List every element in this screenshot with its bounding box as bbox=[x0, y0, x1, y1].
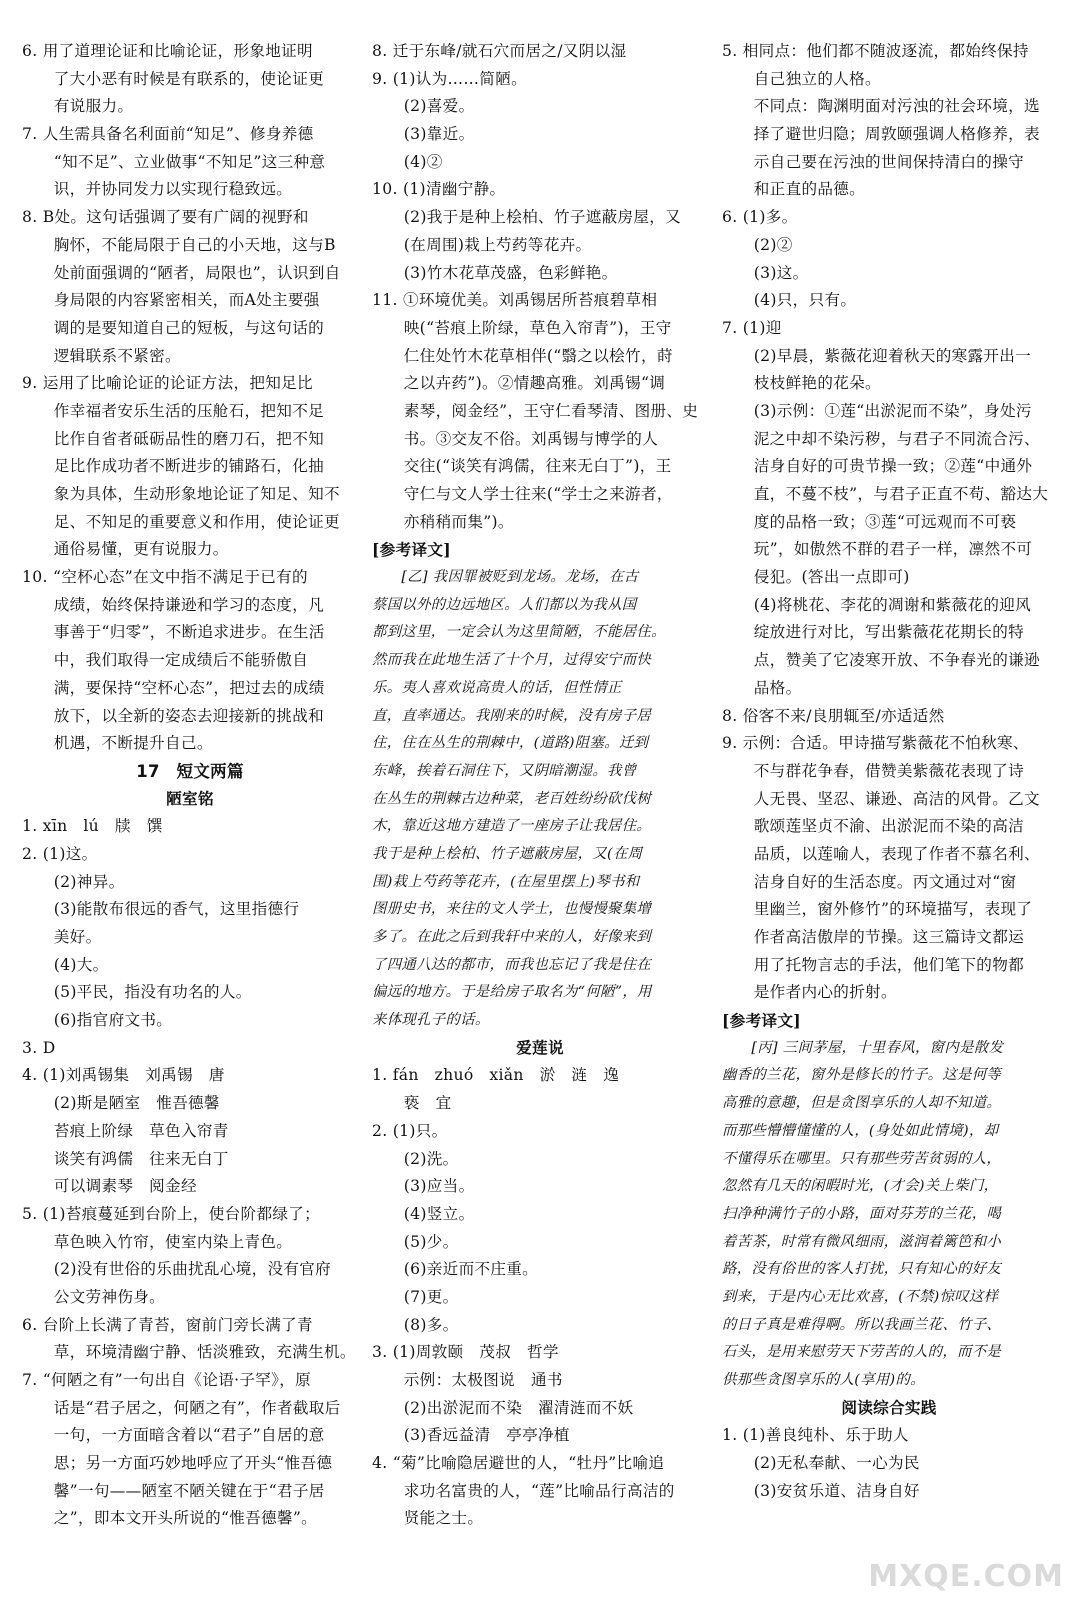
text-line: 石头，是用来慰劳天下劳苦的人的，而不是 bbox=[722, 1344, 1002, 1361]
text-line: [参考译文] bbox=[372, 540, 451, 560]
text-line: 幽香的兰花，窗外是修长的竹子。这是何等 bbox=[722, 1067, 1002, 1084]
text-line: 不同点：陶渊明面对污浊的社会环境，选 bbox=[722, 97, 1040, 116]
text-line: 东峰，挨着石洞住下，又阴暗潮湿。我曾 bbox=[372, 762, 637, 779]
text-line: (2)早晨，紫薇花迎着秋天的寒露开出一 bbox=[722, 346, 1032, 365]
text-line: 绽放进行对比，写出紫薇花花期长的特 bbox=[722, 623, 1024, 642]
text-line: 事善于“归零”，不断追求进步。在生活 bbox=[22, 623, 325, 642]
text-line: 2. (1)只。 bbox=[372, 1121, 448, 1140]
watermark: MXQE.COM bbox=[868, 1559, 1064, 1594]
text-line: 仁住处竹木花草相伴(“翳之以桧竹，莳 bbox=[372, 346, 673, 365]
text-line: 不与群花争春，借赞美紫薇花表现了诗 bbox=[722, 761, 1024, 780]
text-line: 品质，以莲喻人，表现了作者不慕名利、 bbox=[722, 844, 1040, 863]
text-line: (3)应当。 bbox=[372, 1177, 475, 1196]
text-line: 来体现孔子的话。 bbox=[372, 1012, 490, 1029]
text-line: 玩”，如傲然不群的君子一样，凛然不可 bbox=[722, 540, 1033, 559]
text-line: 木，靠近这地方建造了一座房子让我居住。 bbox=[372, 818, 652, 835]
text-line: 2. (1)这。 bbox=[22, 844, 98, 863]
text-line: (3)示例：①莲“出淤泥而不染”，身处污 bbox=[722, 401, 1032, 420]
text-line: 足、不知足的重要意义和作用，使论证更 bbox=[22, 512, 340, 531]
text-line: (2)我于是种上桧柏、竹子遮蔽房屋，又 bbox=[372, 208, 682, 227]
text-line: 侵犯。(答出一点即可) bbox=[722, 568, 910, 587]
text-line: 7. “何陋之有”一句出自《论语·子罕》，原 bbox=[22, 1371, 312, 1389]
text-line: 在丛生的荆棘古边种菜，老百姓纷纷砍伐树 bbox=[372, 790, 652, 807]
text-line: 4. “菊”比喻隐居避世的人，“牡丹”比喻追 bbox=[372, 1454, 665, 1473]
text-line: 10. (1)清幽宁静。 bbox=[372, 180, 506, 199]
text-line: 洁身自好的可贵节操一致；②莲“中通外 bbox=[722, 457, 1033, 476]
text-line: [乙] 我因罪被贬到龙场。龙场，在古 bbox=[372, 569, 639, 586]
text-line: (6)指官府文书。 bbox=[22, 1011, 173, 1030]
text-line: 8. B处。这句话强调了要有广阔的视野和 bbox=[22, 208, 309, 227]
text-line: (7)更。 bbox=[372, 1287, 459, 1306]
text-line: (4)② bbox=[372, 152, 443, 171]
text-line: 作幸福者安乐生活的压舱石，把知不足 bbox=[22, 401, 324, 420]
text-line: (2)出淤泥而不染 濯清涟而不妖 bbox=[372, 1398, 634, 1417]
text-line: 满，要保持“空杯心态”，把过去的成绩 bbox=[22, 678, 325, 697]
text-line: 一句，一方面暗含着以“君子”自居的意 bbox=[22, 1426, 325, 1445]
text-line: 9. 示例：合适。甲诗描写紫薇花不怕秋寒、 bbox=[722, 734, 1029, 753]
text-line: 直，不蔓不枝”，与君子正直不苟、豁达大 bbox=[722, 485, 1049, 503]
text-line: 围)栽上芍药等花卉，(在屋里摆上)琴书和 bbox=[372, 873, 640, 890]
text-line: 馨”一句——陋室不陋关键在于“君子居 bbox=[22, 1481, 325, 1500]
text-line: [丙] 三间茅屋，十里春风，窗内是散发 bbox=[722, 1039, 1004, 1056]
text-line: (4)将桃花、李花的凋谢和紫薇花的迎风 bbox=[722, 595, 1032, 614]
text-line: 扫净种满竹子的小路，面对芬芳的兰花，喝 bbox=[722, 1205, 1002, 1222]
text-line: 度的品格一致；③莲“可远观而不可亵 bbox=[722, 512, 1017, 531]
text-line: 识，并协同发力以实现行稳致远。 bbox=[22, 180, 293, 199]
text-line: 可以调素琴 阅金经 bbox=[22, 1177, 197, 1196]
text-line: 的日子真是难得啊。所以我画兰花、竹子、 bbox=[722, 1316, 1002, 1333]
text-line: 蔡国以外的边远地区。人们都以为我从国 bbox=[372, 596, 637, 613]
text-line: 品格。 bbox=[722, 678, 802, 697]
text-line: 象为具体，生动形象地论证了知足、知不 bbox=[22, 485, 340, 503]
text-line: 之”，即本文开头所说的“惟吾德馨”。 bbox=[22, 1509, 318, 1528]
text-line: 陋室铭 bbox=[166, 789, 214, 808]
text-line: 守仁与文人学士往来(“学士之来游者， bbox=[372, 485, 673, 503]
text-line: 然而我在此地生活了十个月，过得安宁而快 bbox=[372, 652, 652, 669]
text-line: 住，住在丛生的荆棘中，(道路)阻塞。迁到 bbox=[372, 735, 649, 752]
text-line: 11. ①环境优美。刘禹锡居所苔痕碧草相 bbox=[372, 291, 658, 310]
text-line: 9. (1)认为……简陋。 bbox=[372, 69, 527, 88]
text-line: 到来，于是内心无比欢喜，(不禁)惊叹这样 bbox=[722, 1288, 999, 1305]
text-line: (在周围)栽上芍药等花卉。 bbox=[372, 235, 592, 254]
text-line: 映(“苔痕上阶绿，草色入帘青”)，王守 bbox=[372, 318, 672, 337]
text-line: 5. 相同点：他们都不随波逐流，都始终保持 bbox=[722, 42, 1029, 60]
text-line: 着苦茶，时常有微风细雨，滋润着篱笆和小 bbox=[722, 1233, 1002, 1250]
text-line: 7. (1)迎 bbox=[722, 318, 782, 337]
text-line: (5)平民，指没有功名的人。 bbox=[22, 983, 252, 1002]
text-line: (2)喜爱。 bbox=[372, 97, 475, 116]
text-line: 谈笑有鸿儒 往来无白丁 bbox=[22, 1149, 229, 1168]
text-line: 机遇，不断提升自己。 bbox=[22, 734, 213, 753]
text-line: 比作自省者砥砺品性的磨刀石，把不知 bbox=[22, 429, 324, 448]
text-line: 阅读综合实践 bbox=[841, 1398, 937, 1417]
text-line: 人无畏、坚忍、谦逊、高洁的风骨。乙文 bbox=[722, 789, 1040, 808]
text-line: 之以卉药”)。②情趣高雅。刘禹锡“调 bbox=[372, 374, 666, 393]
text-line: (4)大。 bbox=[22, 955, 109, 974]
text-line: (3)能散布很远的香气，这里指德行 bbox=[22, 900, 300, 919]
text-line: 5. (1)苔痕蔓延到台阶上，使台阶都绿了； bbox=[22, 1204, 321, 1223]
text-line: 放下，以全新的姿态去迎接新的挑战和 bbox=[22, 706, 324, 725]
text-line: 爱莲说 bbox=[516, 1038, 564, 1057]
text-line: 择了避世归隐；周敦颐强调人格修养，表 bbox=[722, 125, 1040, 144]
text-line: 用了托物言志的手法，他们笔下的物都 bbox=[722, 955, 1024, 974]
text-line: “知不足”、立业做事“不知足”这三种意 bbox=[22, 152, 326, 171]
text-line: 不懂得乐在哪里。只有那些劳苦贫弱的人， bbox=[722, 1150, 1002, 1167]
text-line: 乐。夷人喜欢说高贵人的话，但性情正 bbox=[372, 679, 622, 696]
text-line: 8. 俗客不来/良朋辄至/亦适适然 bbox=[722, 706, 945, 725]
text-line: 都到这里，一定会认为这里简陋，不能居住。 bbox=[372, 624, 666, 641]
text-line: 自己独立的人格。 bbox=[722, 69, 881, 88]
text-line: (2)无私奉献、一心为民 bbox=[722, 1454, 920, 1473]
text-line: [参考译文] bbox=[722, 1011, 801, 1031]
text-line: 了大小恶有时候是有联系的，使论证更 bbox=[22, 69, 324, 88]
text-line: 高雅的意趣，但是贪图享乐的人却不知道。 bbox=[722, 1095, 1002, 1112]
text-line: 是作者内心的折射。 bbox=[722, 983, 897, 1002]
text-line: 苔痕上阶绿 草色入帘青 bbox=[22, 1121, 229, 1140]
text-line: 供那些贪图享乐的人(享用)的。 bbox=[722, 1372, 925, 1388]
text-line: 书。③交友不俗。刘禹锡与博学的人 bbox=[372, 429, 659, 448]
text-line: (8)多。 bbox=[372, 1315, 459, 1334]
text-line: 美好。 bbox=[22, 928, 102, 946]
text-line: 1. xīn lú 牍 馔 bbox=[22, 817, 163, 836]
text-line: 作者高洁傲岸的节操。这三篇诗文都运 bbox=[722, 928, 1024, 946]
text-line: 10. “空杯心态”在文中指不满足于已有的 bbox=[22, 568, 308, 587]
text-line: 直，直率通达。我刚来的时候，没有房子居 bbox=[372, 707, 652, 724]
text-line: 而那些懵懵懂懂的人，(身处如此情境)，却 bbox=[722, 1122, 999, 1139]
text-line: 枝枝鲜艳的花朵。 bbox=[722, 374, 881, 393]
text-line: 处前面强调的“陋者，局限也”，认识到自 bbox=[22, 263, 341, 282]
text-line: 8. 迁于东峰/就石穴而居之/又阴以湿 bbox=[372, 42, 627, 60]
text-line: 草色映入竹帘，使室内染上青色。 bbox=[22, 1232, 293, 1251]
text-line: 4. (1)刘禹锡集 刘禹锡 唐 bbox=[22, 1066, 225, 1085]
text-line: 3. (1)周敦颐 茂叔 哲学 bbox=[372, 1343, 559, 1362]
text-line: 歌颂莲坚贞不渝、出淤泥而不染的高洁 bbox=[722, 817, 1024, 836]
text-line: 逻辑联系不紧密。 bbox=[22, 346, 181, 365]
text-line: 足比作成功者不断进步的铺路石，化抽 bbox=[22, 457, 324, 476]
text-line: 3. D bbox=[22, 1038, 56, 1057]
text-line: 1. fán zhuó xiǎn 淤 涟 逸 bbox=[372, 1066, 620, 1085]
text-line: 泥之中却不染污秽，与君子不同流合污、 bbox=[722, 429, 1040, 448]
text-line: (3)竹木花草茂盛，色彩鲜艳。 bbox=[372, 263, 618, 282]
text-line: 6. 用了道理论证和比喻论证，形象地证明 bbox=[22, 42, 313, 60]
text-line: 中，我们取得一定成绩后不能骄傲自 bbox=[22, 651, 309, 670]
text-line: 有说服力。 bbox=[22, 97, 134, 116]
text-line: 贤能之士。 bbox=[372, 1509, 484, 1528]
text-line: 图册史书，来往的文人学士，也慢慢聚集增 bbox=[372, 901, 652, 918]
text-line: 多了。在此之后到我轩中来的人，好像来到 bbox=[372, 929, 652, 945]
text-line: 9. 运用了比喻论证的论证方法，把知足比 bbox=[22, 374, 313, 393]
text-line: (3)靠近。 bbox=[372, 125, 475, 144]
text-line: 成绩，始终保持谦逊和学习的态度，凡 bbox=[22, 595, 324, 614]
text-line: 通俗易懂，更有说服力。 bbox=[22, 540, 229, 559]
text-line: 忽然有几天的闲暇时光，(才会)关上柴门， bbox=[722, 1178, 999, 1195]
text-line: 草，环境清幽宁静、恬淡雅致，充满生机。 bbox=[22, 1343, 356, 1362]
text-line: 身局限的内容紧密相关，而A处主要强 bbox=[22, 291, 320, 310]
text-line: 了四通八达的都市，而我也忘记了我是住在 bbox=[372, 956, 652, 973]
text-line: 17 短文两篇 bbox=[136, 761, 244, 781]
text-line: (2)② bbox=[722, 235, 793, 254]
text-line: 示例：太极图说 通书 bbox=[372, 1371, 563, 1389]
text-line: 我于是种上桧柏、竹子遮蔽房屋，又(在周 bbox=[372, 845, 643, 862]
text-line: (5)少。 bbox=[372, 1232, 459, 1251]
text-line: 素琴，阅金经”，王守仁看琴清、图册、史 bbox=[372, 401, 699, 420]
text-line: (4)竖立。 bbox=[372, 1204, 475, 1223]
text-line: 6. (1)多。 bbox=[722, 208, 798, 227]
text-line: 和正直的品德。 bbox=[722, 180, 866, 199]
text-line: 话是“君子居之，何陋之有”，作者截取后 bbox=[22, 1398, 341, 1417]
text-line: (2)没有世俗的乐曲扰乱心境，没有官府 bbox=[22, 1260, 332, 1279]
text-line: 亦稍稍而集”)。 bbox=[372, 512, 514, 531]
text-line: 7. 人生需具备名利面前“知足”、修身养德 bbox=[22, 125, 314, 144]
text-line: 求功名富贵的人，“莲”比喻品行高洁的 bbox=[372, 1481, 675, 1500]
text-line: 点，赞美了它凌寒开放、不争春光的谦逊 bbox=[722, 651, 1040, 670]
text-line: (2)神异。 bbox=[22, 872, 125, 891]
column-left bbox=[22, 38, 358, 1533]
text-line: 亵 宜 bbox=[372, 1094, 452, 1113]
text-line: 公文劳神伤身。 bbox=[22, 1287, 166, 1306]
text-line: 1. (1)善良纯朴、乐于助人 bbox=[722, 1426, 909, 1445]
text-line: 路，没有俗世的客人打扰，只有知心的好友 bbox=[722, 1261, 1002, 1278]
text-line: 偏远的地方。于是给房子取名为“何陋”，用 bbox=[372, 984, 652, 1001]
text-line: 6. 台阶上长满了青苔，窗前门旁长满了青 bbox=[22, 1315, 313, 1334]
text-line: 调的是要知道自己的短板，与这句话的 bbox=[22, 318, 324, 337]
text-line: (2)洗。 bbox=[372, 1149, 459, 1168]
text-line: (6)亲近而不庄重。 bbox=[372, 1260, 539, 1279]
text-line: 示自己要在污浊的世间保持清白的操守 bbox=[722, 152, 1024, 171]
text-line: (3)安贫乐道、洁身自好 bbox=[722, 1481, 920, 1500]
text-line: 洁身自好的生活态度。丙文通过对“窗 bbox=[722, 872, 1017, 891]
column-middle bbox=[372, 38, 708, 1533]
text-line: (4)只，只有。 bbox=[722, 291, 857, 310]
text-line: (2)斯是陋室 惟吾德馨 bbox=[22, 1094, 220, 1113]
text-line: (3)香远益清 亭亭净植 bbox=[372, 1426, 570, 1445]
text-line: 思；另一方面巧妙地呼应了开头“惟吾德 bbox=[22, 1454, 333, 1473]
text-line: (3)这。 bbox=[722, 263, 809, 282]
text-line: 交往(“谈笑有鸿儒，往来无白丁”)，王 bbox=[372, 457, 672, 476]
text-line: 胸怀，不能局限于自己的小天地，这与B bbox=[22, 235, 336, 254]
text-line: 里幽兰，窗外修竹”的环境描写，表现了 bbox=[722, 900, 1033, 919]
column-right bbox=[722, 38, 1056, 1505]
